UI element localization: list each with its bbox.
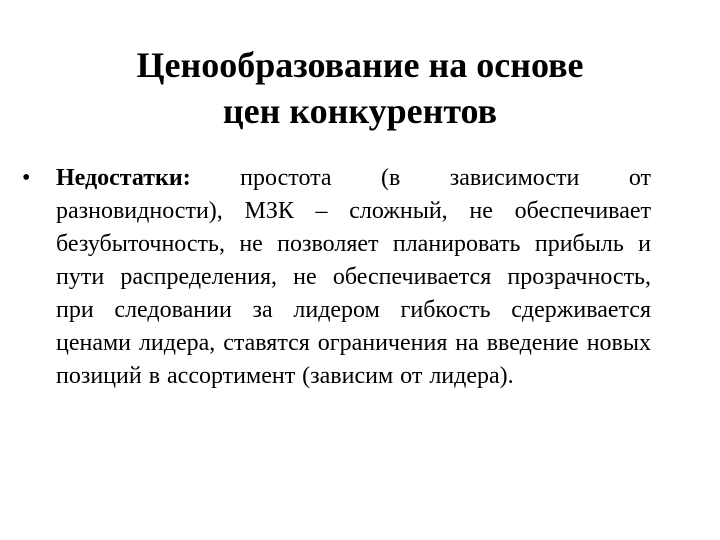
bullet-lead-label: Недостатки:: [56, 165, 191, 191]
slide-title-line-1: Ценообразование на основе: [136, 45, 584, 85]
bullet-item: [22, 162, 652, 393]
bullet-text: [56, 162, 651, 393]
slide-title: [40, 42, 680, 134]
bullet-marker: •: [22, 165, 31, 191]
slide-title-line-2: цен конкурентов: [222, 91, 498, 131]
bullet-body-text: простота (в зависимости от разновидности), МЗК – сложный, не обеспечивает безубыточность, не позволяет планировать прибыль и пути распределения, не обеспечивается прозрачность, при следовании за лидером гибкость сдерживается ценами лидера, ставятся ограничения на введение новых позиций в ассортимент (зависим от лидера).: [56, 165, 652, 389]
